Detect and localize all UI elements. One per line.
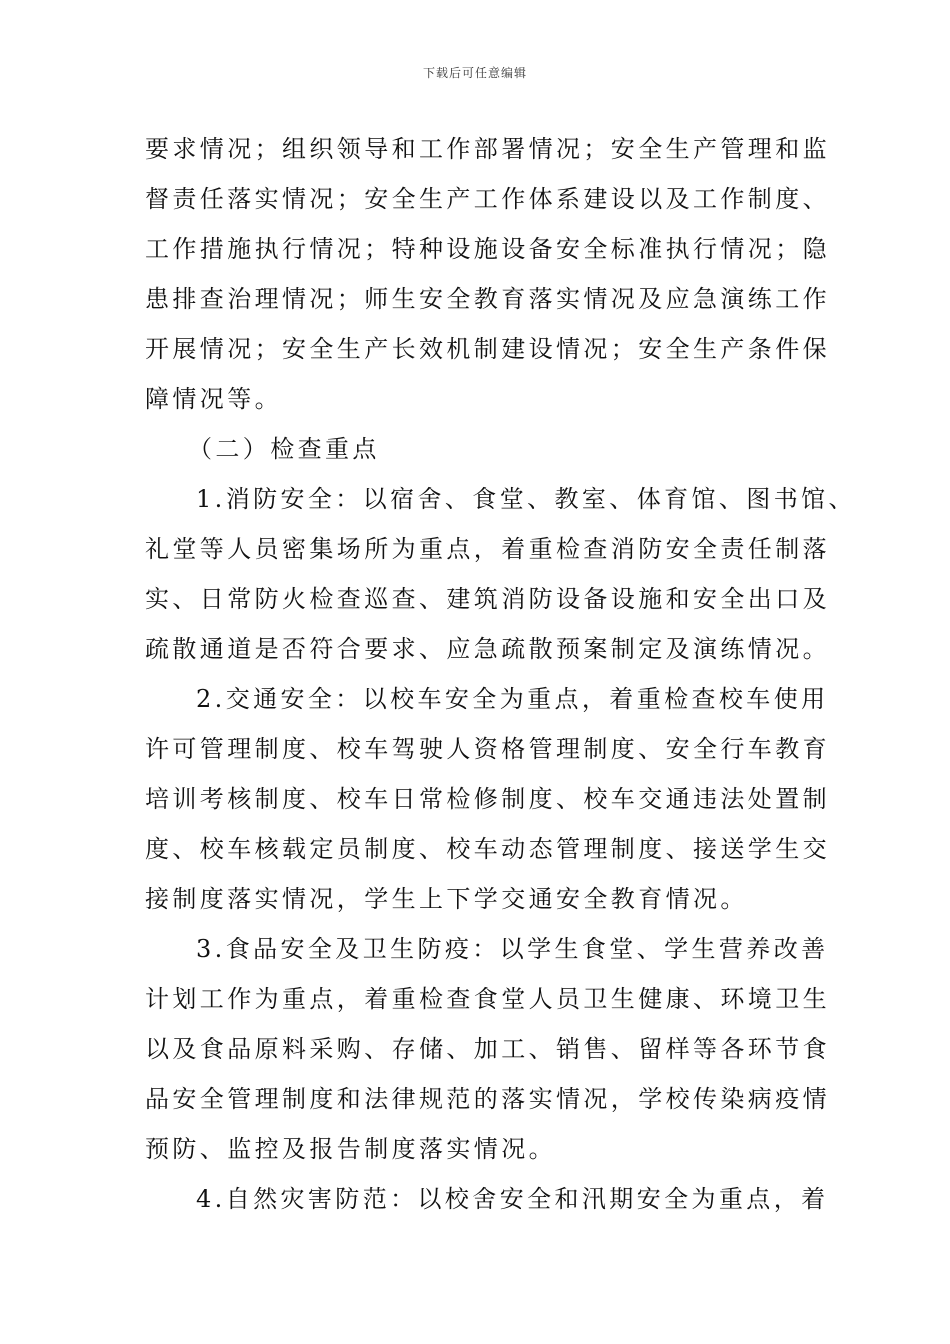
text-line: 患排查治理情况；师生安全教育落实情况及应急演练工作 (145, 285, 830, 313)
paragraph-first-line: 2.交通安全：以校车安全为重点，着重检查校车使用 (196, 685, 829, 713)
text-line: 以及食品原料采购、存储、加工、销售、留样等各环节食 (145, 1035, 830, 1063)
text-line: 障情况等。 (145, 385, 282, 413)
paragraph-first-line: 3.食品安全及卫生防疫：以学生食堂、学生营养改善 (196, 935, 829, 963)
text-line: 计划工作为重点，着重检查食堂人员卫生健康、环境卫生 (145, 985, 830, 1013)
section-heading: （二）检查重点 (188, 435, 380, 463)
text-line: 接制度落实情况，学生上下学交通安全教育情况。 (145, 885, 748, 913)
text-line: 度、校车核载定员制度、校车动态管理制度、接送学生交 (145, 835, 830, 863)
text-line: 许可管理制度、校车驾驶人资格管理制度、安全行车教育 (145, 735, 830, 763)
text-line: 要求情况；组织领导和工作部署情况；安全生产管理和监 (145, 135, 830, 163)
text-line: 培训考核制度、校车日常检修制度、校车交通违法处置制 (145, 785, 830, 813)
text-line: 开展情况；安全生产长效机制建设情况；安全生产条件保 (145, 335, 830, 363)
paragraph-first-line: 4.自然灾害防范：以校舍安全和汛期安全为重点，着 (196, 1185, 829, 1213)
text-line: 品安全管理制度和法律规范的落实情况，学校传染病疫情 (145, 1085, 830, 1113)
text-line: 礼堂等人员密集场所为重点，着重检查消防安全责任制落 (145, 535, 830, 563)
text-line: 实、日常防火检查巡查、建筑消防设备设施和安全出口及 (145, 585, 830, 613)
page-header: 下载后可任意编辑 (422, 66, 527, 80)
text-line: 预防、监控及报告制度落实情况。 (145, 1135, 556, 1163)
text-line: 督责任落实情况；安全生产工作体系建设以及工作制度、 (145, 185, 830, 213)
text-line: 疏散通道是否符合要求、应急疏散预案制定及演练情况。 (145, 635, 830, 663)
text-line: 工作措施执行情况；特种设施设备安全标准执行情况；隐 (145, 235, 830, 263)
paragraph-first-line: 1.消防安全：以宿舍、食堂、教室、体育馆、图书馆、 (196, 485, 856, 513)
